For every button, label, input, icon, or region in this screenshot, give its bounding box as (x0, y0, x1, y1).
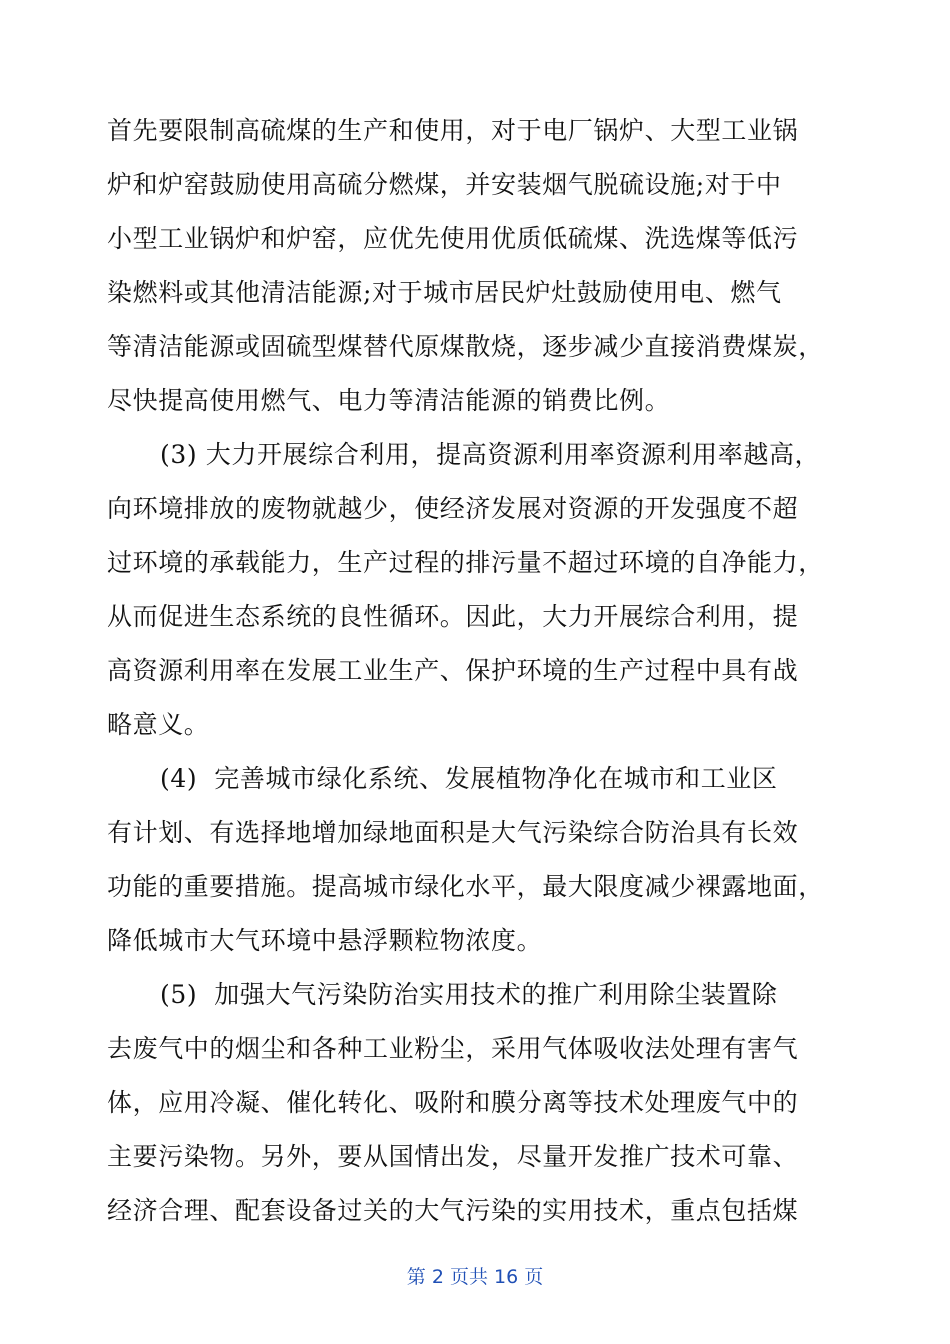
text-line: (5) 加强大气污染防治实用技术的推广利用除尘装置除 (160, 980, 778, 1009)
text-line: 去废气中的烟尘和各种工业粉尘，采用气体吸收法处理有害气 (107, 1034, 799, 1063)
text-line: 尽快提高使用燃气、电力等清洁能源的销费比例。 (107, 386, 671, 415)
text-line: 略意义。 (107, 710, 210, 739)
text-line: 向环境排放的废物就越少，使经济发展对资源的开发强度不超 (107, 494, 799, 523)
text-line: 从而促进生态系统的良性循环。因此，大力开展综合利用，提 (107, 602, 799, 631)
text-line: 炉和炉窑鼓励使用高硫分燃煤，并安装烟气脱硫设施;对于中 (107, 170, 782, 199)
text-line: 小型工业锅炉和炉窑，应优先使用优质低硫煤、洗选煤等低污 (107, 224, 799, 253)
text-line: 功能的重要措施。提高城市绿化水平，最大限度减少裸露地面， (107, 872, 824, 901)
text-line: 主要污染物。另外，要从国情出发，尽量开发推广技术可靠、 (107, 1142, 799, 1171)
page-number-footer: 第 2 页共 16 页 (406, 1266, 544, 1288)
text-line: 过环境的承载能力，生产过程的排污量不超过环境的自净能力， (107, 548, 824, 577)
text-line: 有计划、有选择地增加绿地面积是大气污染综合防治具有长效 (107, 818, 799, 847)
text-line: 首先要限制高硫煤的生产和使用，对于电厂锅炉、大型工业锅 (107, 116, 799, 145)
text-line: 高资源利用率在发展工业生产、保护环境的生产过程中具有战 (107, 656, 799, 685)
text-line: 染燃料或其他清洁能源;对于城市居民炉灶鼓励使用电、燃气 (107, 278, 782, 307)
text-line: 等清洁能源或固硫型煤替代原煤散烧，逐步减少直接消费煤炭， (107, 332, 824, 361)
text-line: (3) 大力开展综合利用，提高资源利用率资源利用率越高， (160, 440, 821, 469)
text-line: (4) 完善城市绿化系统、发展植物净化在城市和工业区 (160, 764, 778, 793)
text-line: 体，应用冷凝、催化转化、吸附和膜分离等技术处理废气中的 (107, 1088, 799, 1117)
text-line: 降低城市大气环境中悬浮颗粒物浓度。 (107, 926, 543, 955)
text-line: 经济合理、配套设备过关的大气污染的实用技术，重点包括煤 (107, 1196, 799, 1225)
